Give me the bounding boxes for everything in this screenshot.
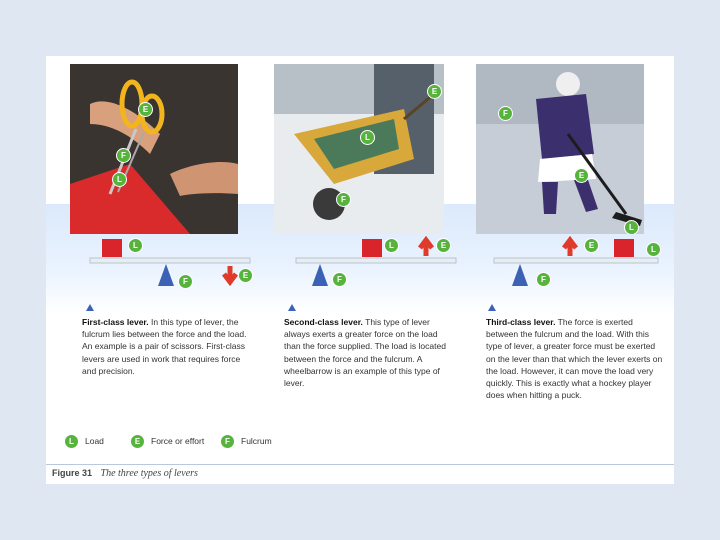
textbook-page bbox=[46, 56, 674, 484]
fulcrum-badge: F bbox=[116, 148, 131, 163]
fulcrum-shape bbox=[512, 264, 528, 286]
load-box bbox=[102, 239, 122, 257]
fulcrum-badge: F bbox=[336, 192, 351, 207]
fulcrum-badge: F bbox=[536, 272, 551, 287]
third-class-description bbox=[486, 316, 666, 401]
effort-badge: E bbox=[130, 434, 145, 449]
load-badge: L bbox=[384, 238, 399, 253]
figure-divider bbox=[46, 464, 674, 465]
hockey-photo bbox=[476, 64, 644, 234]
effort-badge: E bbox=[427, 84, 442, 99]
second-class-title: Second-class lever. bbox=[284, 317, 363, 327]
fulcrum-badge: F bbox=[498, 106, 513, 121]
legend-label: Fulcrum bbox=[241, 435, 272, 446]
fulcrum-shape bbox=[312, 264, 328, 286]
third-class-lever-diagram bbox=[490, 236, 670, 296]
load-badge: L bbox=[112, 172, 127, 187]
effort-arrow-down bbox=[224, 266, 236, 282]
caption-marker bbox=[488, 304, 496, 311]
load-box bbox=[614, 239, 634, 257]
fulcrum-shape bbox=[158, 264, 174, 286]
effort-badge: E bbox=[238, 268, 253, 283]
legend-label: Load bbox=[85, 435, 104, 446]
fulcrum-badge: F bbox=[332, 272, 347, 287]
first-class-body: In this type of lever, the fulcrum lies between the force and the load. An example is a pair of scissors. First-class levers are used in work that requires force and precision. bbox=[82, 317, 247, 376]
effort-badge: E bbox=[584, 238, 599, 253]
effort-badge: E bbox=[138, 102, 153, 117]
caption-marker bbox=[288, 304, 296, 311]
scissors-photo bbox=[70, 64, 238, 234]
effort-badge: E bbox=[574, 168, 589, 183]
load-badge: L bbox=[64, 434, 79, 449]
figure-number: Figure 31 bbox=[52, 468, 93, 478]
caption-marker bbox=[86, 304, 94, 311]
lever-bar bbox=[494, 258, 658, 263]
lever-bar bbox=[296, 258, 456, 263]
third-class-body: The force is exerted between the fulcrum and the load. With this type of lever, a greater force must be exerted on the lever than that which the lever exerts on the load. However, it can move the load very quickly. This is exactly what a hockey player does when hitting a puck. bbox=[486, 317, 663, 401]
legend-item-fulcrum bbox=[220, 434, 272, 449]
load-badge: L bbox=[360, 130, 375, 145]
load-badge: L bbox=[624, 220, 639, 234]
legend-item-load bbox=[64, 434, 104, 449]
load-box bbox=[362, 239, 382, 257]
load-badge: L bbox=[128, 238, 143, 253]
fulcrum-badge: F bbox=[220, 434, 235, 449]
first-class-description bbox=[82, 316, 250, 377]
second-class-description bbox=[284, 316, 452, 389]
first-class-lever-diagram bbox=[80, 236, 260, 296]
effort-arrow-up bbox=[564, 240, 576, 256]
load-badge: L bbox=[646, 242, 661, 257]
effort-arrow-up bbox=[420, 240, 432, 256]
figure-caption bbox=[52, 468, 198, 479]
first-class-title: First-class lever. bbox=[82, 317, 149, 327]
second-class-body: This type of lever always exerts a greater force on the load than the force supplied. The load is located between the force and the fulcrum. A wheelbarrow is an example of this type of lever. bbox=[284, 317, 446, 389]
legend-label: Force or effort bbox=[151, 435, 205, 446]
lever-bar bbox=[90, 258, 250, 263]
wheelbarrow-photo bbox=[274, 64, 444, 234]
figure-title: The three types of levers bbox=[100, 468, 198, 479]
third-class-title: Third-class lever. bbox=[486, 317, 556, 327]
effort-badge: E bbox=[436, 238, 451, 253]
fulcrum-badge: F bbox=[178, 274, 193, 289]
legend-item-effort bbox=[130, 434, 204, 449]
